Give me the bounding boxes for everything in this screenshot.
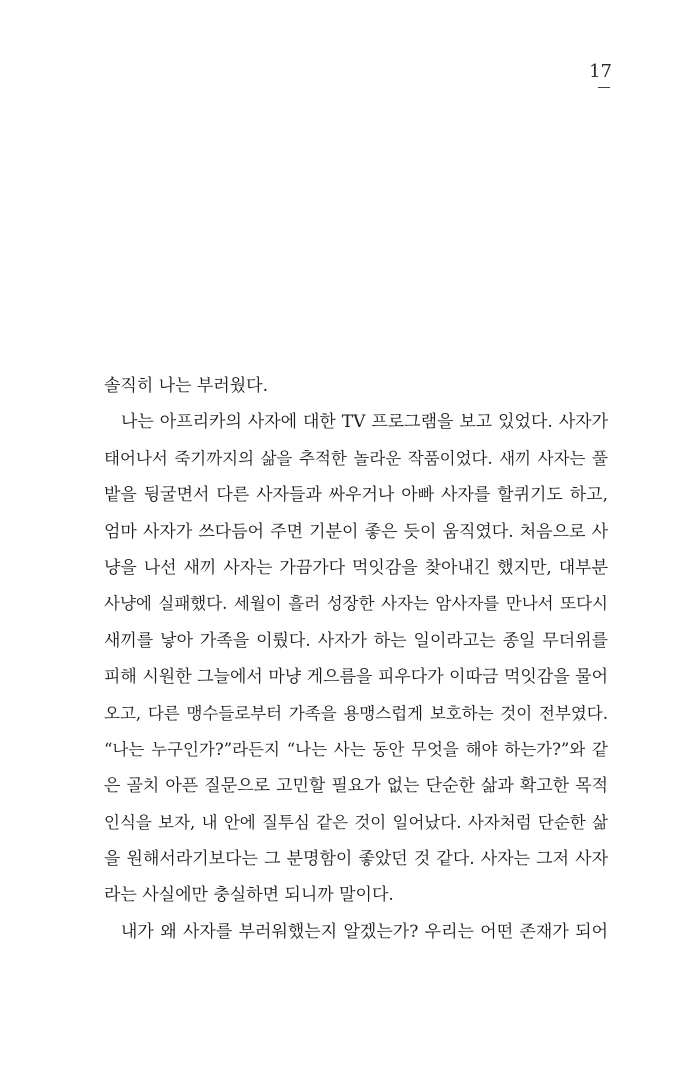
- text-line: 솔직히 나는 부러웠다.: [104, 376, 269, 396]
- text-line: 인식을 보자, 내 안에 질투심 같은 것이 일어났다. 사자처럼 단순한 삶: [104, 812, 608, 832]
- text-line: 태어나서 죽기까지의 삶을 추적한 놀라운 작품이었다. 새끼 사자는 풀: [104, 448, 608, 468]
- text-line: 라는 사실에만 충실하면 되니까 말이다.: [104, 885, 394, 906]
- text-line: 을 원해서라기보다는 그 분명함이 좋았던 것 같다. 사자는 그저 사자: [104, 849, 608, 870]
- text-line: 나는 아프리카의 사자에 대한 TV 프로그램을 보고 있었다. 사자가: [121, 412, 608, 433]
- text-line: 사냥에 실패했다. 세월이 흘러 성장한 사자는 암사자를 만나서 또다시: [104, 594, 608, 614]
- text-line: 내가 왜 사자를 부러워했는지 알겠는가? 우리는 어떤 존재가 되어: [121, 921, 608, 942]
- text-line: 피해 시원한 그늘에서 마냥 게으름을 피우다가 이따금 먹잇감을 물어: [104, 667, 608, 688]
- page-number-rule: [598, 87, 610, 88]
- text-line: 엄마 사자가 쓰다듬어 주면 기분이 좋은 듯이 움직였다. 처음으로 사: [104, 521, 608, 542]
- text-line: 밭을 뒹굴면서 다른 사자들과 싸우거나 아빠 사자를 할퀴기도 하고,: [104, 485, 608, 506]
- body-text: [104, 368, 608, 950]
- text-line: 새끼를 낳아 가족을 이뤘다. 사자가 하는 일이라고는 종일 무더위를: [104, 630, 608, 651]
- text-line: 냥을 나선 새끼 사자는 가끔가다 먹잇감을 찾아내긴 했지만, 대부분: [104, 557, 608, 578]
- text-line: 오고, 다른 맹수들로부터 가족을 용맹스럽게 보호하는 것이 전부였다.: [104, 703, 608, 723]
- page-number: 17: [589, 61, 612, 82]
- text-line: “나는 누구인가?”라든지 “나는 사는 동안 무엇을 해야 하는가?”와 같: [104, 739, 608, 759]
- text-line: 은 골치 아픈 질문으로 고민할 필요가 없는 단순한 삶과 확고한 목적: [104, 776, 608, 797]
